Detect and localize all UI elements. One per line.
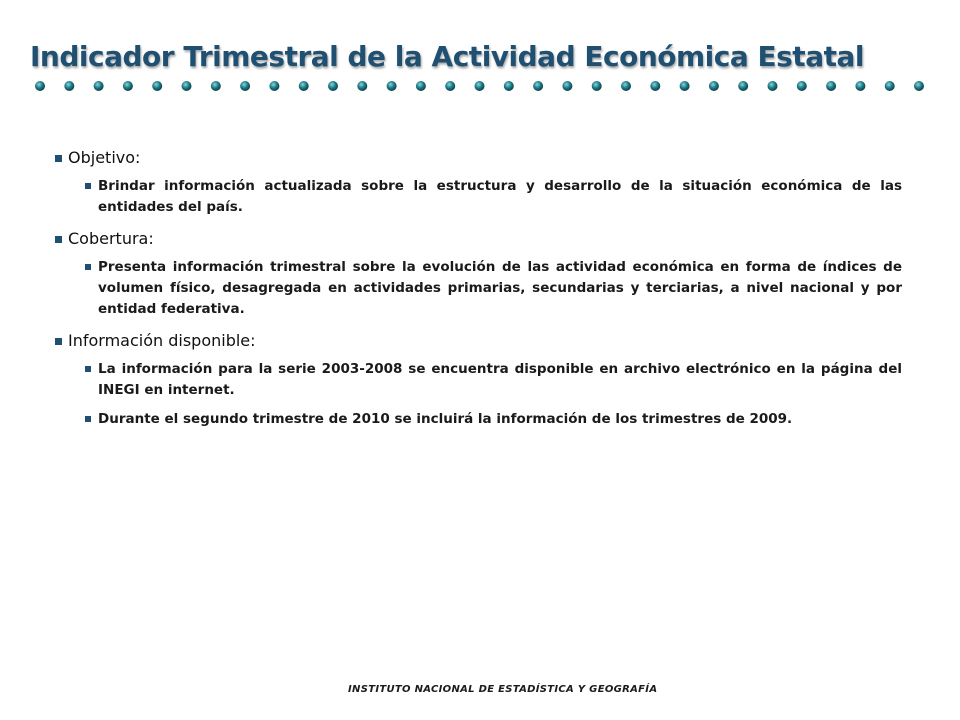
decorative-dot [357, 81, 367, 91]
decorative-dot [885, 81, 895, 91]
list-item-text: Presenta información trimestral sobre la evolución de las actividad económica en forma de índices de volumen físico, desagregada en actividades primarias, secundarias y terciarias, a nivel nacional y por entidad federativa. [98, 259, 902, 317]
decorative-dot [592, 81, 602, 91]
list-item [85, 257, 902, 320]
decorative-dot [855, 81, 865, 91]
decorative-dot [650, 81, 660, 91]
decorative-dot [768, 81, 778, 91]
square-bullet-icon [55, 338, 62, 345]
decorative-dot [797, 81, 807, 91]
decorative-dot [387, 81, 397, 91]
decorative-dot [64, 81, 74, 91]
list-item-text: La información para la serie 2003-2008 se encuentra disponible en archivo electrónico en la página del INEGI en internet. [98, 361, 902, 398]
decorative-dot [416, 81, 426, 91]
decorative-dot [562, 81, 572, 91]
section-heading-text: Cobertura: [68, 229, 154, 248]
list-item [85, 359, 902, 401]
decorative-dot [211, 81, 221, 91]
section-objetivo [55, 146, 902, 218]
decorative-dot [328, 81, 338, 91]
section-cobertura [55, 227, 902, 320]
dotted-rule [30, 76, 930, 96]
square-bullet-icon [55, 155, 62, 162]
section-heading-text: Información disponible: [68, 331, 256, 350]
decorative-dot [621, 81, 631, 91]
decorative-dot [738, 81, 748, 91]
decorative-dot [680, 81, 690, 91]
list-item-text: Durante el segundo trimestre de 2010 se incluirá la información de los trimestres de 2009. [98, 411, 793, 427]
slide-body [55, 146, 902, 430]
list-item [85, 409, 902, 430]
decorative-dot [182, 81, 192, 91]
decorative-dot [504, 81, 514, 91]
list-item-text: Brindar información actualizada sobre la estructura y desarrollo de la situación económica de las entidades del país. [98, 178, 902, 215]
decorative-dot [269, 81, 279, 91]
section-heading [55, 329, 902, 353]
decorative-dot [914, 81, 924, 91]
decorative-dot [152, 81, 162, 91]
decorative-dot [94, 81, 104, 91]
section-informacion-disponible [55, 329, 902, 430]
square-bullet-icon [85, 366, 91, 372]
decorative-dot [123, 81, 133, 91]
decorative-dot [709, 81, 719, 91]
decorative-dot [533, 81, 543, 91]
section-heading [55, 227, 902, 251]
square-bullet-icon [85, 416, 91, 422]
decorative-dot [826, 81, 836, 91]
square-bullet-icon [85, 264, 91, 270]
decorative-dot [475, 81, 485, 91]
square-bullet-icon [55, 236, 62, 243]
slide-title: Indicador Trimestral de la Actividad Económica Estatal [30, 40, 864, 73]
list-item [85, 176, 902, 218]
institution-logo-text: INSTITUTO NACIONAL DE ESTADÍSTICA Y GEOGRAFÍA [348, 684, 658, 695]
section-heading-text: Objetivo: [68, 148, 141, 167]
square-bullet-icon [85, 183, 91, 189]
decorative-dot [299, 81, 309, 91]
decorative-dot [35, 81, 45, 91]
decorative-dot [445, 81, 455, 91]
decorative-dot [240, 81, 250, 91]
section-heading [55, 146, 902, 170]
